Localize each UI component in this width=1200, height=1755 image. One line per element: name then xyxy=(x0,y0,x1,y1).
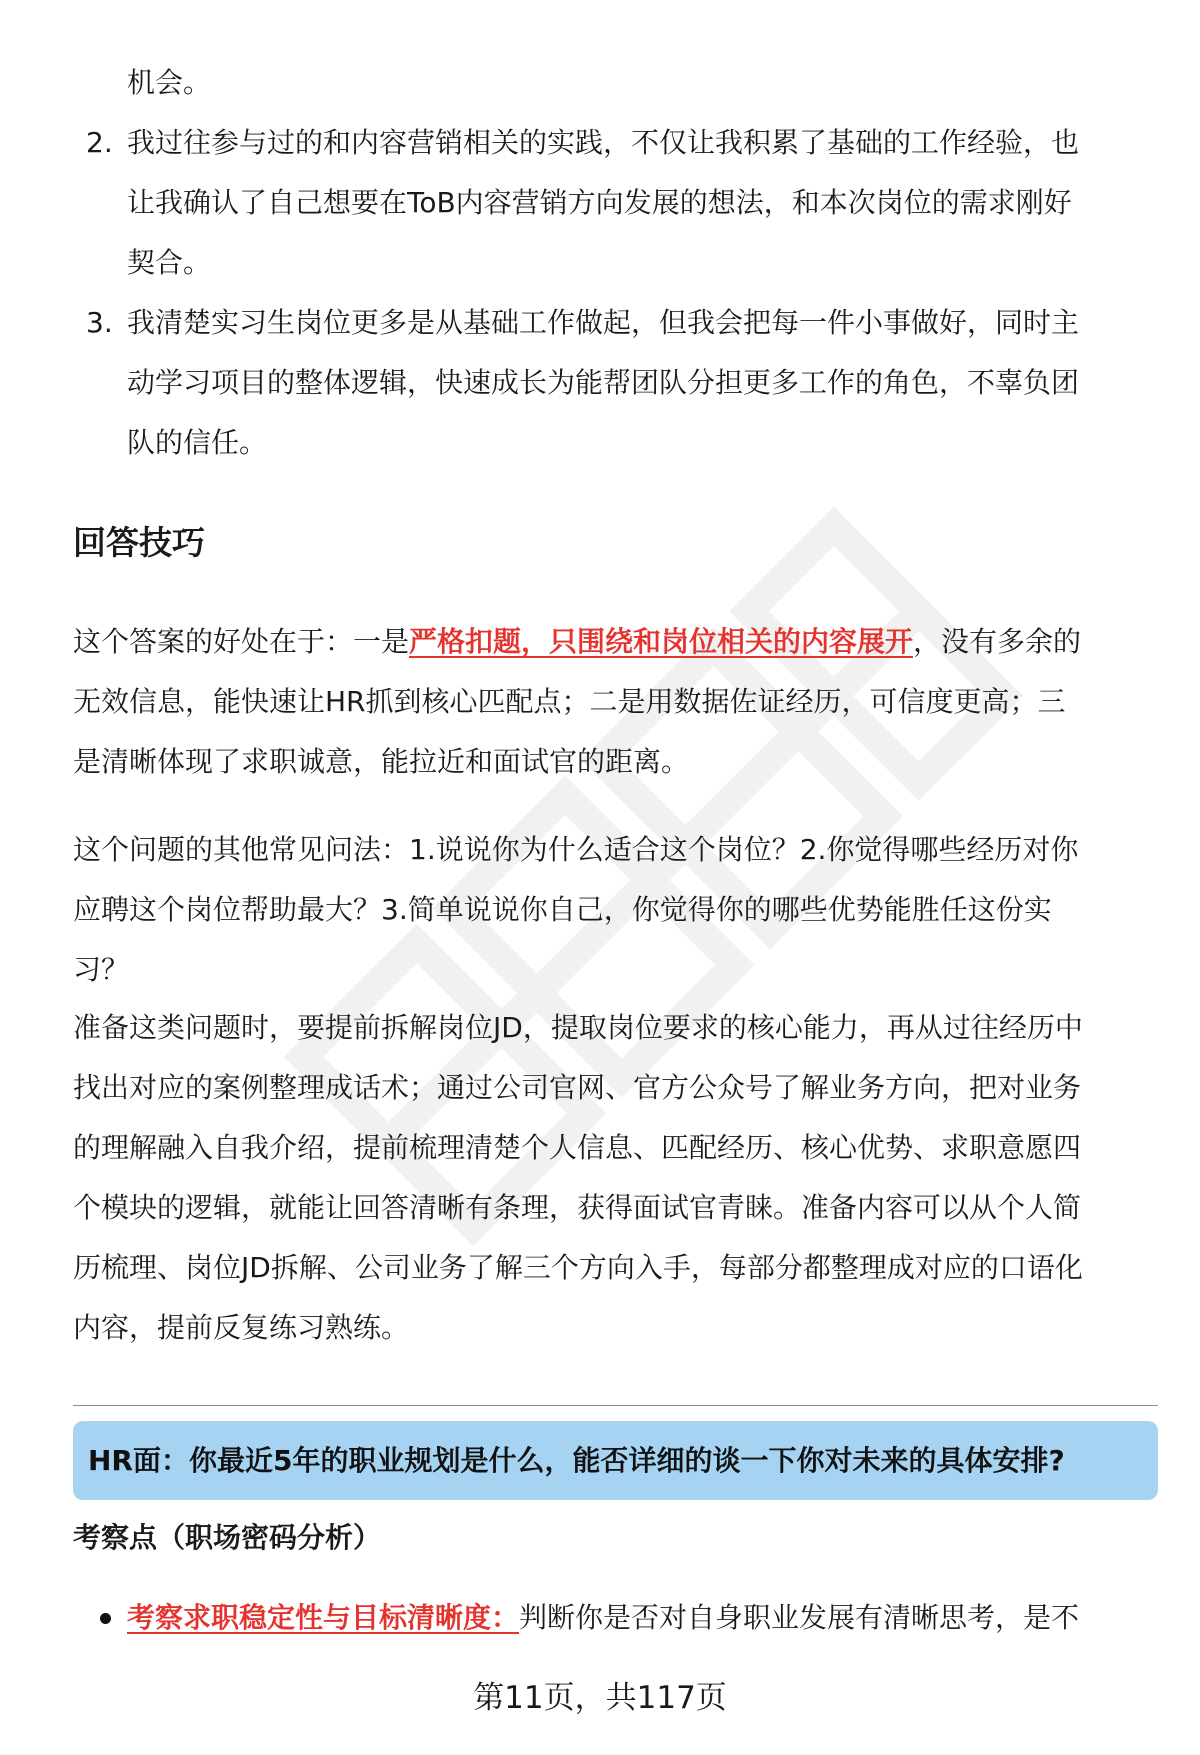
list-item-line: 队的信任。 xyxy=(127,426,268,459)
bullet-text xyxy=(127,1588,1158,1648)
paragraph-line: 无效信息，能快速让HR抓到核心匹配点；二是用数据佐证经历，可信度更高；三 xyxy=(73,685,1066,718)
text-run: 这个答案的好处在于：一是 xyxy=(73,625,410,658)
paragraph-line xyxy=(73,612,1163,672)
list-item-line: 让我确认了自己想要在ToB内容营销方向发展的想法，和本次岗位的需求刚好 xyxy=(127,186,1072,219)
question-text: HR面：你最近5年的职业规划是什么，能否详细的谈一下你对未来的具体安排? xyxy=(88,1444,1065,1477)
list-item-line: 我过往参与过的和内容营销相关的实践，不仅让我积累了基础的工作经验，也 xyxy=(127,126,1080,159)
list-item-2 xyxy=(73,113,1153,293)
text-run: ，没有多余的 xyxy=(913,625,1082,658)
paragraph-line: 个模块的逻辑，就能让回答清晰有条理，获得面试官青睐。准备内容可以从个人简 xyxy=(73,1191,1082,1224)
list-item-1-tail: 机会。 xyxy=(127,66,212,99)
page-footer: 第11页，共117页 xyxy=(473,1680,727,1716)
section-title: 回答技巧 xyxy=(73,523,205,562)
bullet-dot-icon xyxy=(100,1613,111,1624)
list-item-line: 我清楚实习生岗位更多是从基础工作做起，但我会把每一件小事做好，同时主 xyxy=(127,306,1080,339)
paragraph-line: 准备这类问题时，要提前拆解岗位JD，提取岗位要求的核心能力，再从过往经历中 xyxy=(73,1011,1083,1044)
subheading: 考察点（职场密码分析） xyxy=(73,1521,382,1554)
paragraph-line: 的理解融入自我介绍，提前梳理清楚个人信息、匹配经历、核心优势、求职意愿四 xyxy=(73,1131,1082,1164)
paragraph-line: 是清晰体现了求职诚意，能拉近和面试官的距离。 xyxy=(73,745,690,778)
list-item-number: 3. xyxy=(86,306,113,339)
list-item-line: 契合。 xyxy=(127,246,212,279)
paragraph-line: 应聘这个岗位帮助最大？3.简单说说你自己，你觉得你的哪些优势能胜任这份实 xyxy=(73,893,1052,926)
highlighted-phrase: 严格扣题，只围绕和岗位相关的内容展开 xyxy=(409,625,914,658)
paragraph-answer-benefits xyxy=(73,612,1163,792)
list-item-line: 动学习项目的整体逻辑，快速成长为能帮团队分担更多工作的角色，不辜负团 xyxy=(127,366,1080,399)
question-callout xyxy=(73,1421,1158,1500)
paragraph-alt-questions xyxy=(73,820,1163,1000)
highlighted-phrase: 考察求职稳定性与目标清晰度： xyxy=(127,1601,520,1634)
paragraph-line: 内容，提前反复练习熟练。 xyxy=(73,1311,410,1344)
paragraph-line: 找出对应的案例整理成话术；通过公司官网、官方公众号了解业务方向，把对业务 xyxy=(73,1071,1082,1104)
list-item-number: 2. xyxy=(86,126,113,159)
paragraph-line: 这个问题的其他常见问法：1.说说你为什么适合这个岗位？2.你觉得哪些经历对你 xyxy=(73,833,1079,866)
paragraph-preparation-tips xyxy=(73,998,1163,1358)
bullet-item xyxy=(73,1588,1158,1648)
horizontal-divider xyxy=(73,1405,1158,1406)
paragraph-line: 历梳理、岗位JD拆解、公司业务了解三个方向入手，每部分都整理成对应的口语化 xyxy=(73,1251,1083,1284)
paragraph-line: 习？ xyxy=(73,953,130,986)
text-run: 判断你是否对自身职业发展有清晰思考，是不 xyxy=(519,1601,1080,1634)
list-item-3 xyxy=(73,293,1153,473)
